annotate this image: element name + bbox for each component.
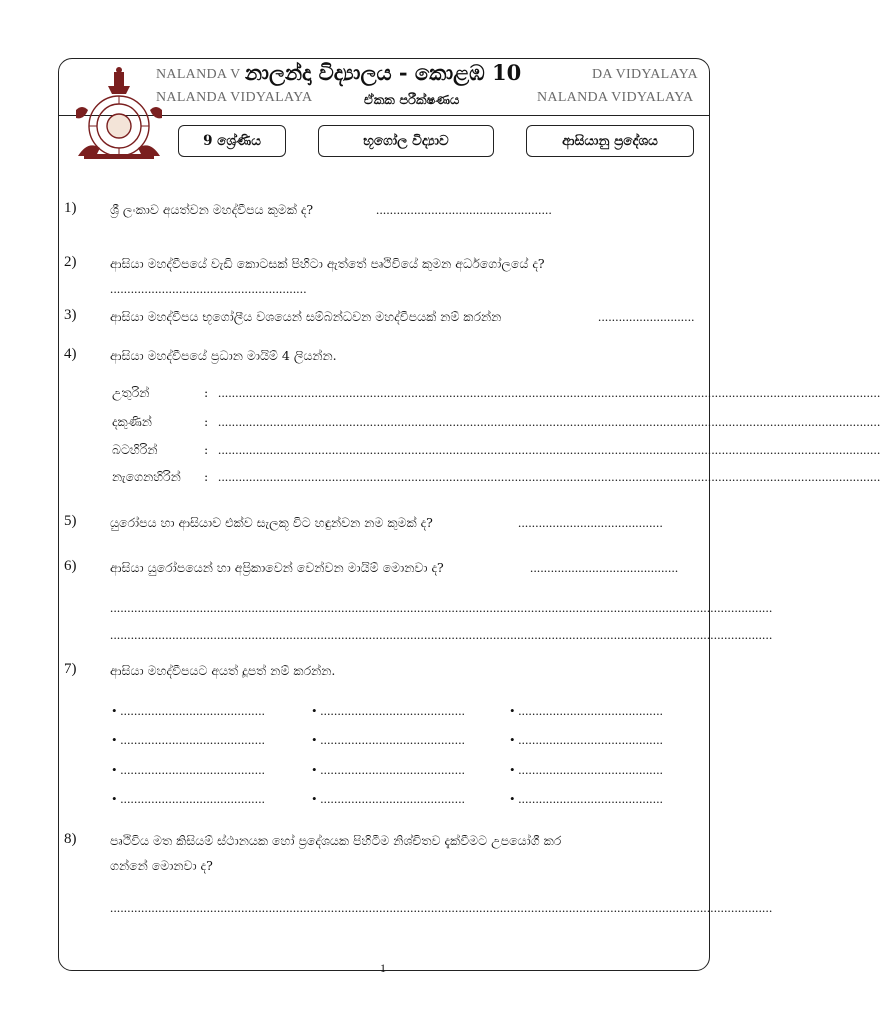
question-text: ආසියා මහද්වීපයට අයත් දූපත් නම් කරන්න. — [110, 663, 336, 678]
question-text: ආසියා මහද්වීපය භූගෝලීය වශයෙන් සම්බන්ධවන මහද්වීපයක් නම් කරන්න — [110, 309, 502, 324]
boundary-label-north: උතුරින් — [112, 385, 150, 400]
question-text: ශ්‍රී ලංකාව අයත්වන මහද්වීපය කුමක් ද? — [110, 202, 314, 217]
island-answer-line[interactable]: • .......................................... — [112, 762, 266, 777]
question-text: ආසියා යුරෝපයෙන් හා අප්‍රිකාවෙන් වෙන්වන මායිම් මොනවා ද? — [110, 560, 444, 575]
island-answer-line[interactable]: • .......................................... — [312, 703, 466, 718]
question-text: ආසියා මහද්වීපයේ ප්‍රධාන මායිම් 4 ලියන්න. — [110, 348, 337, 363]
question-number: 1) — [64, 200, 77, 216]
test-title: ඒකක පරීක්ෂණය — [364, 93, 460, 108]
colon: : — [204, 442, 209, 457]
island-answer-line[interactable]: • .......................................... — [312, 791, 466, 806]
school-name: නාලන්දා විද්‍යාලය - කොළඹ 10 — [245, 60, 522, 85]
question-number: 8) — [64, 831, 77, 847]
answer-line[interactable]: ................................................................................................................................................................................................ — [218, 442, 880, 457]
colon: : — [204, 385, 209, 400]
school-crest-logo — [72, 66, 166, 162]
question-number: 2) — [64, 254, 77, 270]
question-text: ආසියා මහද්වීපයේ වැඩි කොටසක් පිහිටා ඇත්තේ පෘථිවියේ කුමන අර්ධගෝලයේ ද? — [110, 256, 545, 271]
watermark-text: NALANDA V — [156, 67, 241, 82]
question-text-continued: ගන්නේ මොනවා ද? — [110, 858, 213, 873]
grade-box: 9 ශ්‍රේණිය — [178, 125, 286, 157]
question-number: 7) — [64, 661, 77, 677]
island-answer-line[interactable]: • .......................................... — [112, 703, 266, 718]
answer-line[interactable]: ................................................................................................................................................................................................ — [110, 627, 773, 642]
question-number: 6) — [64, 558, 77, 574]
island-answer-line[interactable]: • .......................................... — [312, 762, 466, 777]
island-answer-line[interactable]: • .......................................... — [510, 762, 664, 777]
island-answer-line[interactable]: • .......................................... — [510, 703, 664, 718]
island-answer-line[interactable]: • .......................................... — [112, 732, 266, 747]
subject-box: භූගෝල විද්‍යාව — [318, 125, 494, 157]
island-answer-line[interactable]: • .......................................... — [112, 791, 266, 806]
answer-line[interactable]: ................................................................................................................................................................................................ — [110, 900, 773, 915]
unit-box: ආසියානු ප්‍රදේශය — [526, 125, 694, 157]
question-number: 4) — [64, 346, 77, 362]
answer-line[interactable]: ........................................... — [530, 560, 679, 575]
watermark-text: DA VIDYALAYA — [592, 67, 698, 82]
question-number: 5) — [64, 513, 77, 529]
island-answer-line[interactable]: • .......................................... — [510, 791, 664, 806]
answer-line[interactable]: ............................ — [598, 309, 695, 324]
answer-line[interactable]: ................................................................................................................................................................................................ — [110, 600, 773, 615]
question-text: යුරෝපය හා ආසියාව එක්ව සැලකූ විට හඳුන්වන නම කුමක් ද? — [110, 515, 433, 530]
island-answer-line[interactable]: • .......................................... — [312, 732, 466, 747]
boundary-label-east: නැගෙනහිරින් — [112, 469, 181, 484]
answer-line[interactable]: ......................................................... — [110, 281, 307, 296]
answer-line[interactable]: ................................................................................................................................................................................................ — [218, 469, 880, 484]
watermark-text: NALANDA VIDYALAYA — [537, 90, 694, 105]
colon: : — [204, 469, 209, 484]
answer-line[interactable]: ................................................................................................................................................................................................ — [218, 414, 880, 429]
answer-line[interactable]: ................................................... — [376, 202, 552, 217]
watermark-text: NALANDA VIDYALAYA — [156, 90, 313, 105]
answer-line[interactable]: .......................................... — [518, 515, 663, 530]
page-number: 1 — [380, 961, 386, 975]
question-text: පෘථිවිය මත කිසියම් ස්ථානයක හෝ ප්‍රදේශයක පිහිටීම නිශ්චිතව දැක්වීමට උපයෝගී කර — [110, 833, 562, 848]
answer-line[interactable]: ................................................................................................................................................................................................ — [218, 385, 880, 400]
question-number: 3) — [64, 307, 77, 323]
island-answer-line[interactable]: • .......................................... — [510, 732, 664, 747]
boundary-label-south: දකුණින් — [112, 414, 152, 429]
boundary-label-west: බටහිරින් — [112, 442, 158, 457]
colon: : — [204, 414, 209, 429]
